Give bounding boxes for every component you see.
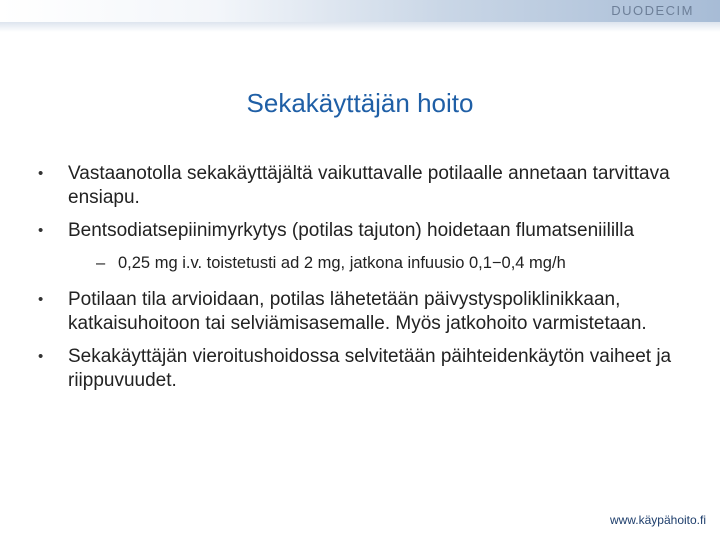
footer-url: www.käypähoito.fi	[609, 513, 706, 527]
bullet-mark: •	[38, 348, 44, 365]
bullet-item	[0, 288, 720, 336]
slide-content	[0, 162, 720, 402]
bullet-text: Sekakäyttäjän vieroitushoidossa selvitetään päihteidenkäytön vaiheet ja riippuvuudet.	[68, 346, 672, 391]
sub-bullet-mark: –	[96, 254, 106, 272]
header-shadow	[0, 22, 720, 32]
slide-title: Sekakäyttäjän hoito	[246, 88, 474, 118]
sub-bullet-item	[0, 252, 720, 274]
sub-bullet-text: 0,25 mg i.v. toistetusti ad 2 mg, jatkona infuusio 0,1−0,4 mg/h	[118, 254, 566, 272]
bullet-mark: •	[38, 291, 44, 308]
bullet-mark: •	[38, 222, 44, 239]
bullet-item	[0, 219, 720, 243]
bullet-text: Bentsodiatsepiinimyrkytys (potilas tajuton) hoidetaan flumatseniililla	[68, 220, 635, 241]
bullet-text: Vastaanotolla sekakäyttäjältä vaikuttavalle potilaalle annetaan tarvittava ensiapu.	[68, 163, 670, 208]
bullet-text: Potilaan tila arvioidaan, potilas lähetetään päivystyspoliklinikkaan, katkaisuhoitoon tai selviämisasemalle. Myös jatkohoito varmistetaan.	[68, 289, 647, 334]
duodecim-logo: DUODECIM	[611, 3, 694, 18]
bullet-mark: •	[38, 165, 44, 182]
bullet-item	[0, 162, 720, 210]
bullet-item	[0, 345, 720, 393]
